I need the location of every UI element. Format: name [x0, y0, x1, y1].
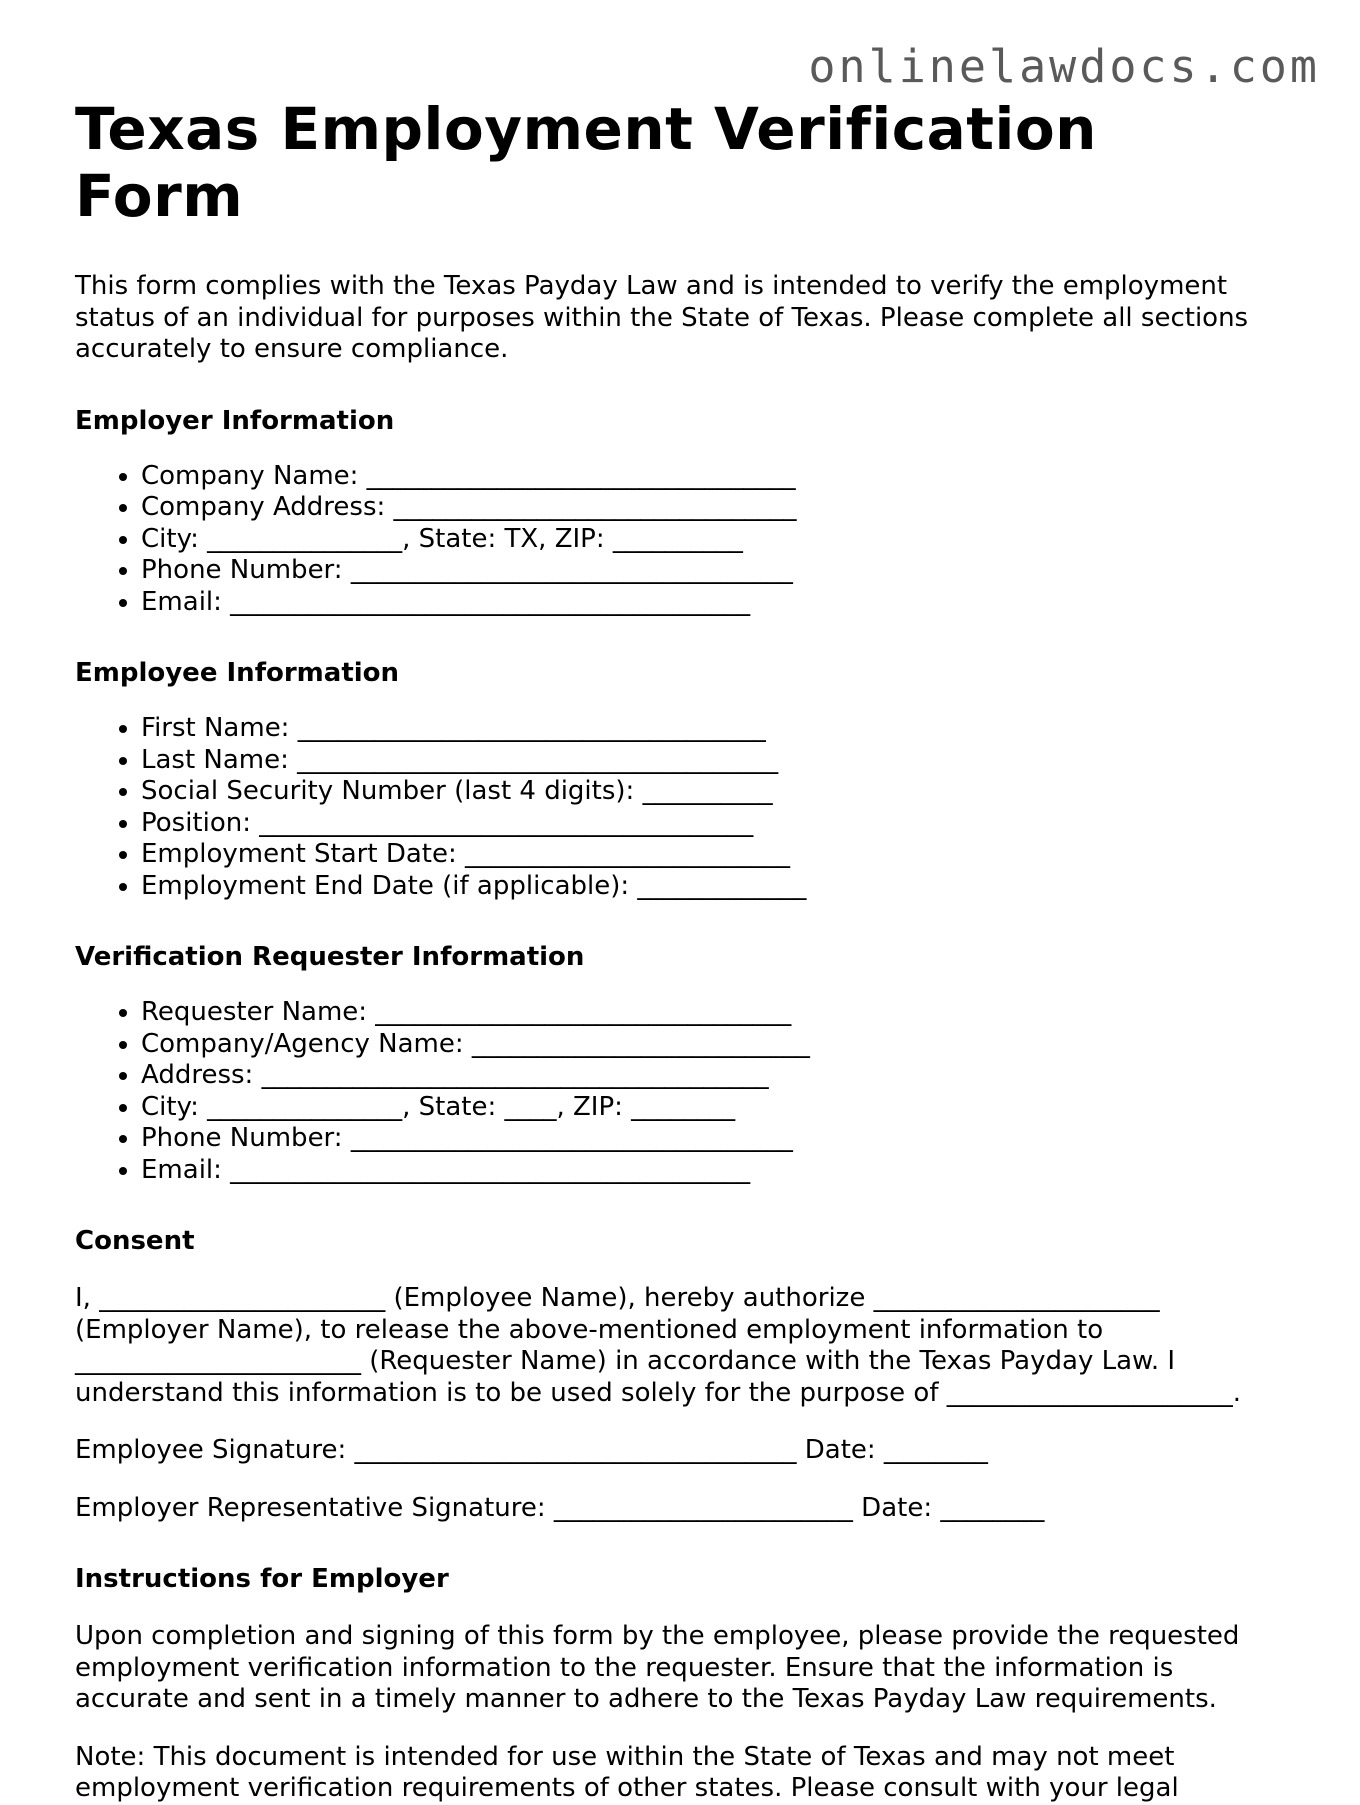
requester-name-field: • Requester Name: ________________________________	[141, 997, 1285, 1029]
requester-email-field: • Email: ________________________________________	[141, 1155, 1285, 1187]
consent-section-heading: Consent	[75, 1226, 195, 1257]
employer-city-state-zip-field: • City: _______________, State: TX, ZIP: __________	[141, 524, 1285, 556]
intro-paragraph: This form complies with the Texas Payday Law and is intended to verify the employment status of an individual for purposes within the State of Texas. Please complete all sections accurately to ensure compliance.	[75, 271, 1249, 365]
employee-fields-list	[75, 713, 1285, 902]
requester-address-field: • Address: _______________________________________	[141, 1060, 1285, 1092]
consent-paragraph: I, ______________________ (Employee Name), hereby authorize ______________________ (Employer Name), to release the above-mentioned employment information to ______________________ (Requester Name) in accordance with the Texas Payday Law. I understand this information is to be used solely for the purpose of ______________________.	[75, 1283, 1242, 1408]
watermark: onlinelawdocs.com	[808, 40, 1320, 93]
start-date-field: • Employment Start Date: _________________________	[141, 839, 1285, 871]
agency-name-field: • Company/Agency Name: __________________________	[141, 1029, 1285, 1061]
note-paragraph: Note: This document is intended for use within the State of Texas and may not meet employment verification requirements of other states. Please consult with your legal	[75, 1741, 1179, 1804]
employer-fields-list	[75, 461, 1285, 619]
position-field: • Position: ______________________________________	[141, 808, 1285, 840]
employer-signature-line: Employer Representative Signature: _______________________ Date: ________	[75, 1492, 1045, 1523]
first-name-field: • First Name: ____________________________________	[141, 713, 1285, 745]
page-title: Texas Employment Verification Form	[75, 95, 1097, 230]
employer-email-field: • Email: ________________________________________	[141, 587, 1285, 619]
requester-phone-field: • Phone Number: __________________________________	[141, 1123, 1285, 1155]
requester-section-heading: Verification Requester Information	[75, 942, 585, 973]
employer-phone-field: • Phone Number: __________________________________	[141, 555, 1285, 587]
instructions-section-heading: Instructions for Employer	[75, 1564, 449, 1595]
employer-section-heading: Employer Information	[75, 405, 395, 436]
ssn-last4-field: • Social Security Number (last 4 digits): __________	[141, 776, 1285, 808]
company-address-field: • Company Address: _______________________________	[141, 492, 1285, 524]
document-page	[75, 96, 1285, 1805]
last-name-field: • Last Name: _____________________________________	[141, 745, 1285, 777]
requester-city-state-zip-field: • City: _______________, State: ____, ZIP: ________	[141, 1092, 1285, 1124]
employee-signature-line: Employee Signature: __________________________________ Date: ________	[75, 1435, 988, 1466]
requester-fields-list	[75, 997, 1285, 1186]
employee-section-heading: Employee Information	[75, 658, 400, 689]
end-date-field: • Employment End Date (if applicable): _____________	[141, 871, 1285, 903]
company-name-field: • Company Name: _________________________________	[141, 461, 1285, 493]
instructions-paragraph: Upon completion and signing of this form by the employee, please provide the requested employment verification information to the requester. Ensure that the information is accurate and sent in a timely manner to adhere to the Texas Payday Law requirements.	[75, 1621, 1240, 1715]
